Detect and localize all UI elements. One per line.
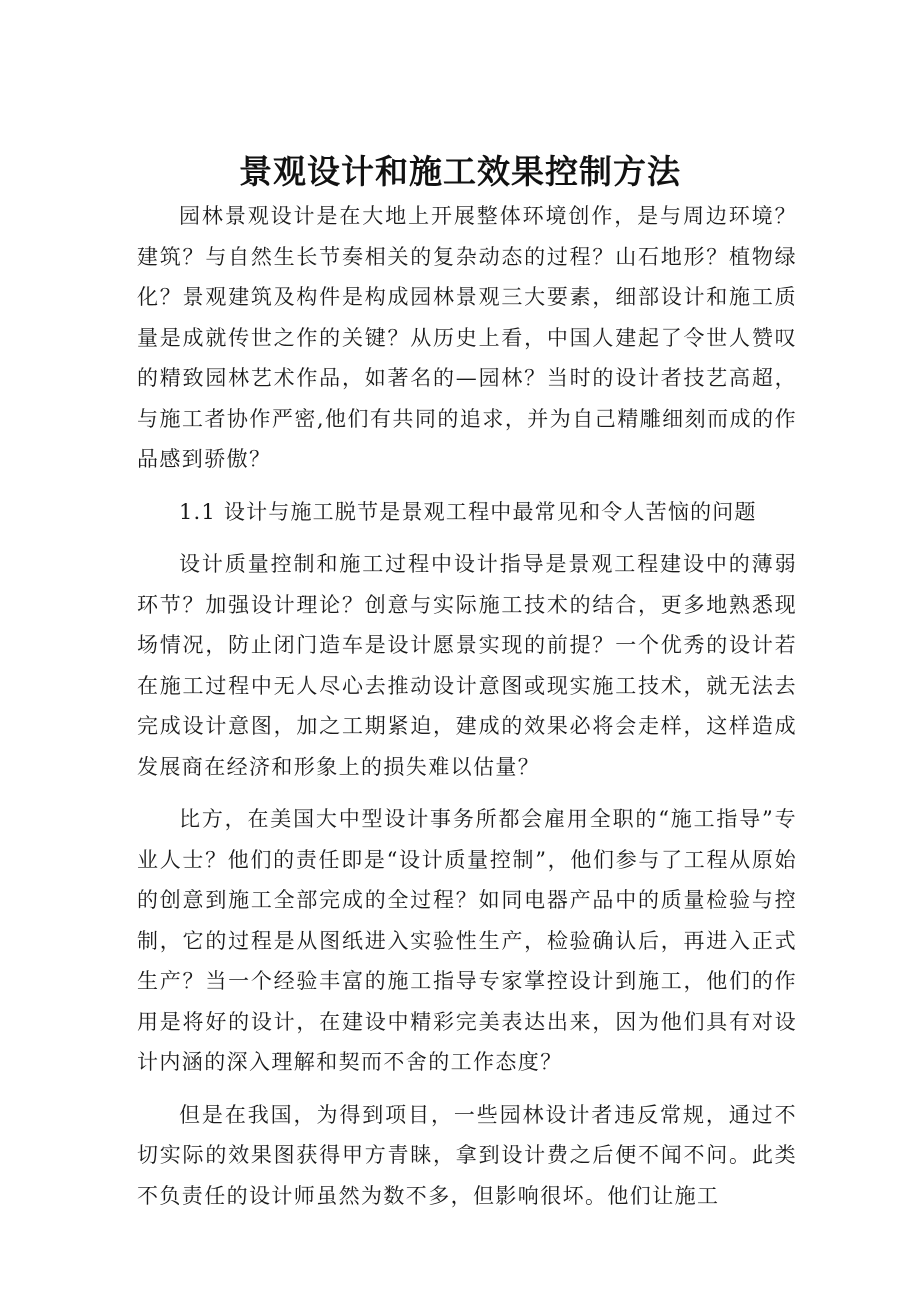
paragraph-china-situation: 但是在我国，为得到项目，一些园林设计者违反常规，通过不切实际的效果图获得甲方青睐，拿到设计费之后便不闻不问。此类不负责任的设计师虽然为数不多，但影响很坏。他们让施工 xyxy=(137,1102,797,1208)
paragraph-design-quality: 设计质量控制和施工过程中设计指导是景观工程建设中的薄弱环节？加强设计理论？创意与实际施工技术的结合，更多地熟悉现场情况，防止闭门造车是设计愿景实现的前提？一个优秀的设计若在施工过程中无人尽心去推动设计意图或现实施工技术，就无法去完成设计意图，加之工期紧迫，建成的效果必将会走样，这样造成发展商在经济和形象上的损失难以估量？ xyxy=(137,552,797,779)
paragraph-intro: 园林景观设计是在大地上开展整体环境创作，是与周边环境？建筑？与自然生长节奏相关的复杂动态的过程？山石地形？植物绿化？景观建筑及构件是构成园林景观三大要素，细部设计和施工质量是成就传世之作的关键？从历史上看，中国人建起了令世人赞叹的精致园林艺术作品，如著名的—园林？当时的设计者技艺高超，与施工者协作严密,他们有共同的追求，并为自己精雕细刻而成的作品感到骄傲？ xyxy=(137,204,797,471)
section-heading: 1.1 设计与施工脱节是景观工程中最常见和令人苦恼的问题 xyxy=(179,499,757,524)
paragraph-us-example: 比方，在美国大中型设计事务所都会雇用全职的“施工指导”专业人士？他们的责任即是“设计质量控制”，他们参与了工程从原始的创意到施工全部完成的全过程？如同电器产品中的质量检验与控制，它的过程是从图纸进入实验性生产，检验确认后，再进入正式生产？当一个经验丰富的施工指导专家掌控设计到施工，他们的作用是将好的设计，在建设中精彩完美表达出来，因为他们具有对设计内涵的深入理解和契而不舍的工作态度？ xyxy=(137,807,797,1074)
document-body xyxy=(137,196,797,1216)
document-title: 景观设计和施工效果控制方法 xyxy=(239,152,681,192)
